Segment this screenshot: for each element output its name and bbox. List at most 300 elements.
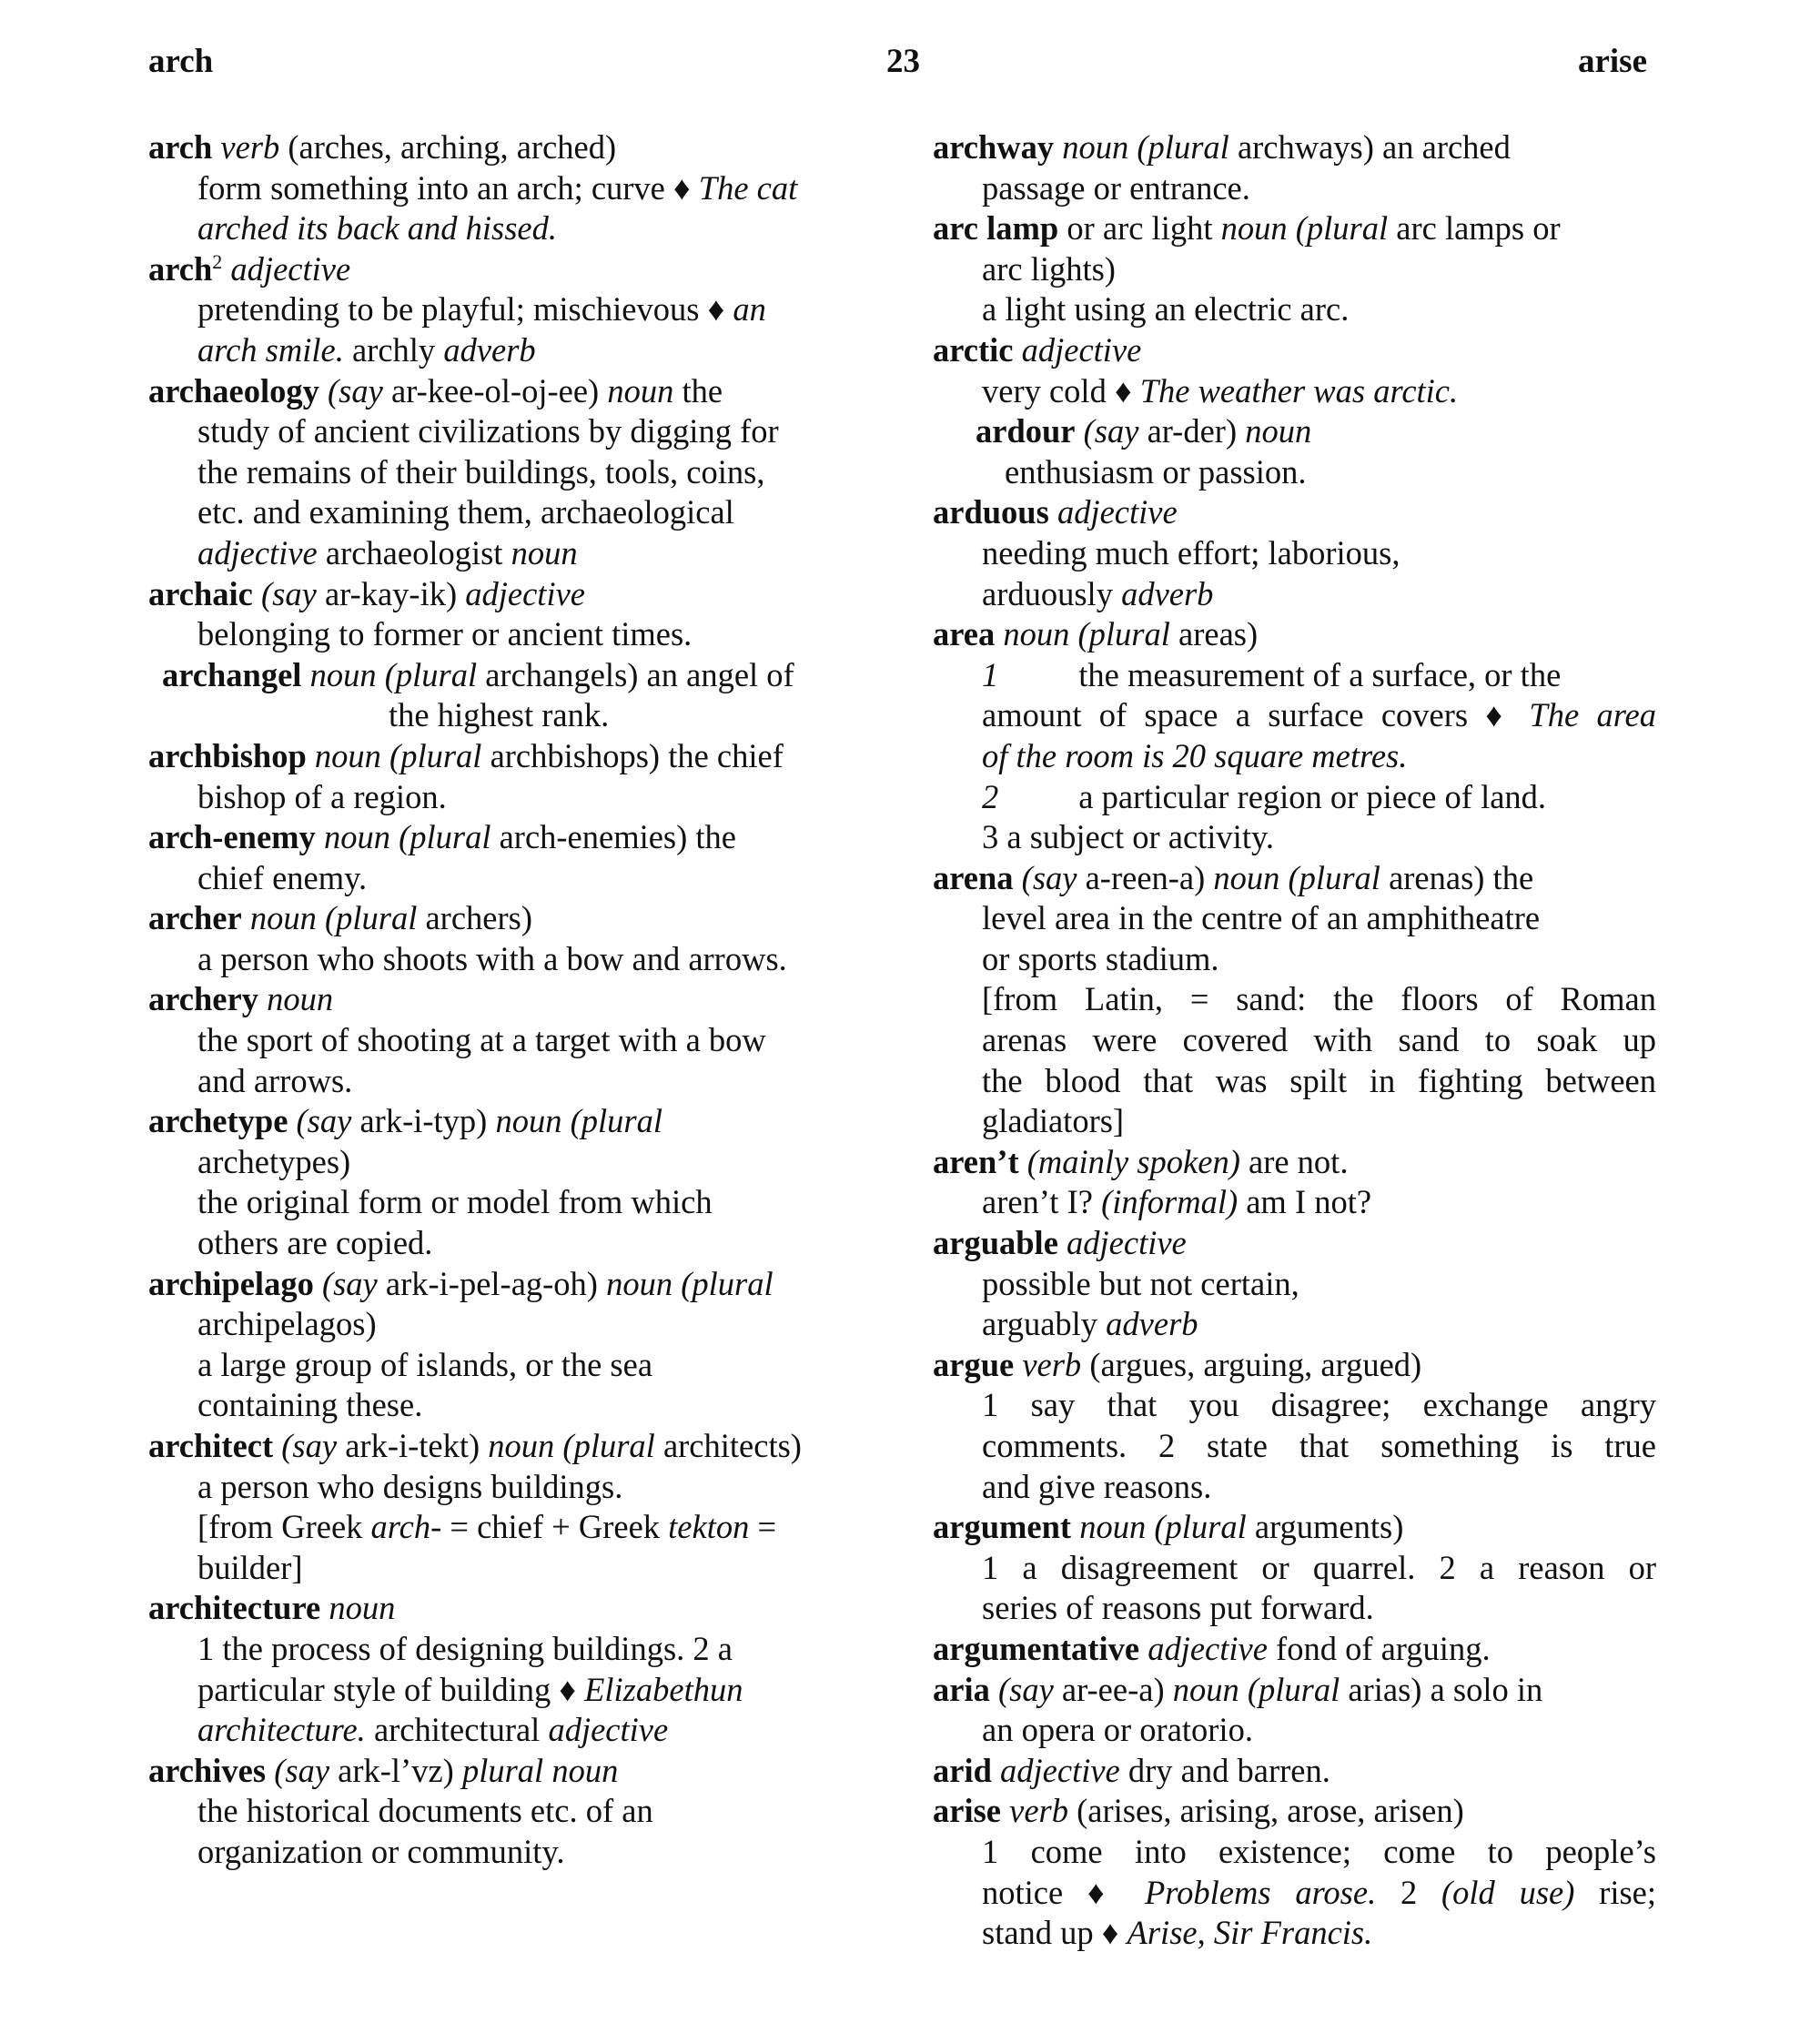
italic-text: (say bbox=[1021, 858, 1077, 896]
dictionary-line bbox=[933, 371, 1656, 412]
dictionary-line bbox=[933, 1142, 1656, 1183]
dictionary-line bbox=[933, 1426, 1656, 1467]
definition-text: organization or community. bbox=[197, 1832, 565, 1870]
italic-text: adjective bbox=[197, 533, 318, 571]
definition-text: the highest rank. bbox=[389, 696, 610, 734]
italic-text: architecture. bbox=[197, 1711, 366, 1749]
dictionary-line bbox=[933, 1873, 1656, 1914]
italic-text: noun (plural bbox=[1079, 1508, 1247, 1546]
italic-text: (say bbox=[296, 1102, 352, 1140]
definition-text bbox=[301, 656, 309, 693]
definition-text: archways) an arched bbox=[1228, 128, 1511, 166]
definition-text bbox=[1049, 493, 1057, 531]
definition-text: a light using an electric arc. bbox=[982, 290, 1350, 329]
italic-text: plural noun bbox=[461, 1751, 619, 1789]
dictionary-line bbox=[933, 411, 1656, 452]
definition-text: the historical documents etc. of an bbox=[197, 1792, 653, 1830]
definition-text: the blood that was spilt in fighting between bbox=[982, 1061, 1656, 1099]
dictionary-line bbox=[933, 1588, 1656, 1629]
dictionary-line bbox=[148, 168, 895, 209]
definition-text: possible but not certain, bbox=[982, 1264, 1299, 1302]
dictionary-line bbox=[933, 1304, 1656, 1345]
definition-text: aren’t I? bbox=[982, 1183, 1102, 1221]
headword: argumentative bbox=[933, 1629, 1140, 1667]
dictionary-line bbox=[148, 1710, 895, 1751]
dictionary-line bbox=[148, 411, 895, 452]
page-number: 23 bbox=[886, 43, 920, 80]
dictionary-line bbox=[148, 1588, 895, 1629]
dictionary-line bbox=[148, 574, 895, 615]
definition-text: arias) a solo in bbox=[1340, 1670, 1543, 1708]
dictionary-line bbox=[933, 1467, 1656, 1508]
dictionary-line bbox=[148, 208, 895, 249]
definition-text: notice ♦ bbox=[982, 1873, 1145, 1911]
definition-text: ark-i-tekt) bbox=[337, 1427, 489, 1464]
headword: architect bbox=[148, 1427, 274, 1464]
dictionary-line bbox=[148, 655, 895, 696]
headword: arch bbox=[148, 249, 213, 288]
italic-text: an bbox=[733, 290, 766, 329]
definition-text: or sports stadium. bbox=[982, 939, 1219, 977]
definition-text bbox=[1076, 412, 1084, 450]
definition-text: chief enemy. bbox=[197, 858, 368, 896]
italic-text: 1 bbox=[982, 655, 999, 693]
definition-text: stand up ♦ bbox=[982, 1914, 1127, 1952]
italic-text: The weather was arctic. bbox=[1139, 371, 1459, 410]
definition-text: series of reasons put forward. bbox=[982, 1589, 1374, 1627]
italic-text: adjective bbox=[1000, 1751, 1120, 1789]
definition-text: 3 a subject or activity. bbox=[982, 818, 1274, 856]
headword: archipelago bbox=[148, 1264, 314, 1302]
definition-text: a-reen-a) bbox=[1077, 858, 1214, 896]
definition-text: archly bbox=[343, 330, 444, 369]
italic-text: noun (plural bbox=[1172, 1670, 1340, 1708]
italic-text: noun (plural bbox=[488, 1427, 655, 1464]
dictionary-line bbox=[933, 574, 1656, 615]
definition-text: archbishops) the chief bbox=[481, 736, 784, 774]
definition-text: needing much effort; laborious, bbox=[982, 533, 1400, 571]
definition-text: 1 a disagreement or quarrel. 2 a reason or bbox=[982, 1548, 1656, 1586]
headword: archaic bbox=[148, 574, 253, 612]
definition-text: the sport of shooting at a target with a bow bbox=[197, 1021, 766, 1059]
definition-text bbox=[1071, 1508, 1079, 1545]
italic-text: (old use) bbox=[1441, 1873, 1575, 1911]
definition-text: 1 say that you disagree; exchange angry bbox=[982, 1386, 1656, 1424]
headword: arc lamp bbox=[933, 209, 1059, 248]
italic-text: adjective bbox=[1148, 1629, 1268, 1667]
dictionary-line bbox=[933, 777, 1656, 818]
headword: archetype bbox=[148, 1102, 288, 1140]
italic-text: adjective bbox=[230, 249, 351, 288]
dictionary-line bbox=[933, 736, 1656, 777]
italic-text: adjective bbox=[1021, 330, 1142, 369]
definition-text: archangels) an angel of bbox=[477, 655, 794, 693]
dictionary-line bbox=[148, 858, 895, 899]
dictionary-line bbox=[148, 1061, 895, 1102]
italic-text: Problems arose. bbox=[1145, 1873, 1377, 1911]
italic-text: arched its back and hissed. bbox=[197, 209, 558, 248]
italic-text: noun (plural bbox=[249, 899, 418, 937]
italic-text: noun (plural bbox=[495, 1102, 662, 1140]
dictionary-line bbox=[148, 1832, 895, 1873]
dictionary-line bbox=[933, 1507, 1656, 1548]
headword: arid bbox=[933, 1751, 992, 1789]
definition-text: pretending to be playful; mischievous ♦ bbox=[197, 290, 733, 329]
right-column bbox=[933, 127, 1656, 1954]
dictionary-line bbox=[148, 1426, 895, 1467]
dictionary-line bbox=[933, 168, 1656, 209]
definition-text bbox=[314, 1265, 322, 1302]
dictionary-line bbox=[148, 1548, 895, 1589]
dictionary-line bbox=[148, 614, 895, 655]
italic-text: (say bbox=[281, 1427, 338, 1464]
italic-text: noun bbox=[607, 371, 674, 410]
dictionary-line bbox=[148, 371, 895, 412]
headword: archbishop bbox=[148, 736, 307, 774]
dictionary-line bbox=[148, 1020, 895, 1061]
italic-text: adverb bbox=[443, 330, 536, 369]
headword: aria bbox=[933, 1670, 990, 1708]
dictionary-line bbox=[933, 127, 1656, 168]
italic-text: The area bbox=[1529, 696, 1656, 734]
dictionary-line bbox=[148, 492, 895, 533]
dictionary-line bbox=[933, 898, 1656, 939]
definition-text: [from Greek bbox=[197, 1508, 371, 1546]
definition-text: form something into an arch; curve ♦ bbox=[197, 168, 699, 207]
dictionary-line bbox=[933, 1264, 1656, 1305]
definition-text: or arc light bbox=[1058, 209, 1221, 248]
dictionary-line bbox=[933, 492, 1656, 533]
definition-text: and give reasons. bbox=[982, 1467, 1212, 1505]
definition-text: arduously bbox=[982, 574, 1122, 612]
definition-text: arguably bbox=[982, 1305, 1107, 1343]
definition-text bbox=[992, 1752, 1000, 1789]
dictionary-line bbox=[933, 858, 1656, 899]
dictionary-line bbox=[933, 979, 1656, 1020]
dictionary-line bbox=[148, 1101, 895, 1142]
definition-text: comments. 2 state that something is true bbox=[982, 1427, 1656, 1464]
definition-text bbox=[1058, 1224, 1067, 1261]
definition-text: areas) bbox=[1169, 615, 1259, 653]
definition-text: study of ancient civilizations by digging for bbox=[197, 412, 779, 450]
headword: arena bbox=[933, 858, 1014, 896]
italic-text: noun (plural bbox=[1213, 858, 1380, 896]
definition-text: the original form or model from which bbox=[197, 1183, 713, 1221]
definition-text: 2 bbox=[1376, 1873, 1441, 1911]
italic-text: adverb bbox=[1121, 574, 1214, 612]
definition-text: a person who shoots with a bow and arrows. bbox=[197, 939, 787, 977]
italic-text: (say bbox=[328, 371, 383, 410]
italic-text: 2 bbox=[982, 777, 999, 815]
headword: aren’t bbox=[933, 1142, 1019, 1180]
italic-text: noun (plural bbox=[323, 818, 491, 856]
dictionary-line bbox=[148, 898, 895, 939]
dictionary-line bbox=[148, 736, 895, 777]
dictionary-line bbox=[933, 1101, 1656, 1142]
definition-text bbox=[1019, 1143, 1027, 1180]
definition-text bbox=[273, 1427, 281, 1464]
italic-text: arch smile. bbox=[197, 330, 344, 369]
dictionary-line bbox=[933, 655, 1656, 696]
definition-text: ar-kee-ol-oj-ee) bbox=[382, 371, 608, 410]
definition-text bbox=[253, 575, 261, 612]
definition-text: archaeologist bbox=[317, 533, 511, 571]
definition-text: gladiators] bbox=[982, 1102, 1125, 1140]
italic-text: noun (plural bbox=[1220, 209, 1389, 248]
italic-text: (say bbox=[1083, 412, 1139, 450]
definition-text: ar-ee-a) bbox=[1053, 1670, 1173, 1708]
definition-text: amount of space a surface covers ♦ bbox=[982, 696, 1530, 734]
headword: arduous bbox=[933, 493, 1049, 531]
italic-text: noun (plural bbox=[1062, 128, 1229, 166]
definition-text: am I not? bbox=[1238, 1183, 1372, 1221]
definition-text bbox=[990, 1671, 998, 1708]
dictionary-line bbox=[933, 289, 1656, 330]
dictionary-line bbox=[148, 1345, 895, 1386]
definition-text: rise; bbox=[1574, 1873, 1657, 1911]
definition-text: a person who designs buildings. bbox=[197, 1467, 623, 1505]
dictionary-line bbox=[933, 614, 1656, 655]
headword: arch bbox=[148, 128, 213, 166]
definition-text bbox=[316, 818, 324, 855]
italic-text: verb bbox=[1022, 1345, 1082, 1383]
definition-text: ar-der) bbox=[1138, 412, 1246, 450]
italic-text: verb bbox=[220, 128, 280, 166]
dictionary-line bbox=[148, 939, 895, 980]
headword: architecture bbox=[148, 1589, 321, 1627]
definition-text: are not. bbox=[1239, 1142, 1349, 1180]
definition-text bbox=[1014, 859, 1022, 896]
headword: arguable bbox=[933, 1224, 1058, 1262]
italic-text: tekton bbox=[668, 1508, 750, 1546]
dictionary-line bbox=[148, 289, 895, 330]
italic-text: adjective bbox=[1067, 1224, 1187, 1262]
italic-text: The cat bbox=[698, 168, 798, 207]
definition-text: builder] bbox=[197, 1548, 303, 1586]
dictionary-line bbox=[148, 1223, 895, 1264]
dictionary-line bbox=[933, 533, 1656, 574]
headword: area bbox=[933, 615, 996, 653]
dictionary-line bbox=[148, 249, 895, 290]
headword: archery bbox=[148, 980, 258, 1018]
dictionary-line bbox=[148, 533, 895, 574]
italic-text: noun (plural bbox=[314, 736, 482, 774]
definition-text: passage or entrance. bbox=[982, 168, 1250, 207]
dictionary-line bbox=[933, 1670, 1656, 1711]
definition-text: = bbox=[749, 1508, 777, 1546]
italic-text: Arise, Sir Francis. bbox=[1127, 1914, 1373, 1952]
homograph-number: 2 bbox=[212, 249, 223, 273]
headword: argument bbox=[933, 1508, 1072, 1546]
definition-text bbox=[307, 737, 315, 774]
dictionary-line bbox=[148, 1182, 895, 1223]
definition-text: = chief + Greek bbox=[441, 1508, 669, 1546]
italic-text: noun (plural bbox=[606, 1264, 774, 1302]
definition-text: fond of arguing. bbox=[1267, 1629, 1491, 1667]
headword: archives bbox=[148, 1751, 267, 1789]
dictionary-line bbox=[933, 1020, 1656, 1061]
definition-text: a particular region or piece of land. bbox=[1078, 777, 1547, 815]
dictionary-line bbox=[933, 249, 1656, 290]
headword: arise bbox=[933, 1792, 1001, 1830]
definition-text bbox=[258, 980, 267, 1017]
definition-text: (arises, arising, arose, arisen) bbox=[1067, 1792, 1464, 1830]
italic-text: of the room is 20 square metres. bbox=[982, 736, 1408, 774]
definition-text: [from Latin, = sand: the floors of Roman bbox=[982, 980, 1656, 1018]
definition-text: (arches, arching, arched) bbox=[279, 128, 617, 166]
dictionary-line bbox=[148, 1751, 895, 1792]
definition-text: belonging to former or ancient times. bbox=[197, 615, 693, 653]
left-column bbox=[148, 127, 895, 1873]
italic-text: adverb bbox=[1106, 1305, 1198, 1343]
definition-text: archers) bbox=[417, 899, 533, 937]
definition-text: architectural bbox=[365, 1711, 549, 1749]
definition-text bbox=[1014, 1346, 1022, 1383]
dictionary-line bbox=[933, 1913, 1656, 1954]
dictionary-line bbox=[933, 939, 1656, 980]
headword: ardour bbox=[976, 412, 1076, 450]
definition-text: a large group of islands, or the sea bbox=[197, 1345, 653, 1383]
dictionary-line bbox=[933, 1629, 1656, 1670]
italic-text: (informal) bbox=[1101, 1183, 1239, 1221]
definition-text: arch-enemies) the bbox=[490, 818, 737, 856]
dictionary-line bbox=[933, 330, 1656, 371]
definition-text bbox=[319, 372, 328, 410]
dictionary-line bbox=[148, 1507, 895, 1548]
italic-text: noun (plural bbox=[309, 655, 478, 693]
headword: archer bbox=[148, 899, 242, 937]
definition-text: containing these. bbox=[197, 1386, 423, 1424]
dictionary-line bbox=[148, 1467, 895, 1508]
definition-text: the bbox=[673, 371, 723, 410]
definition-text bbox=[1139, 1630, 1148, 1667]
definition-text bbox=[320, 1589, 329, 1626]
dictionary-line bbox=[148, 817, 895, 858]
definition-text bbox=[288, 1102, 296, 1139]
definition-text: the measurement of a surface, or the bbox=[1078, 655, 1562, 693]
definition-text: arguments) bbox=[1246, 1508, 1404, 1546]
dictionary-line bbox=[148, 979, 895, 1020]
dictionary-line bbox=[148, 1629, 895, 1670]
dictionary-line bbox=[933, 1548, 1656, 1589]
headword: archangel bbox=[162, 655, 302, 693]
definition-text: arc lamps or bbox=[1388, 209, 1561, 248]
dictionary-line bbox=[148, 1791, 895, 1832]
definition-text bbox=[266, 1752, 274, 1789]
italic-text: (say bbox=[274, 1751, 330, 1789]
italic-text: noun bbox=[329, 1589, 396, 1627]
italic-text: noun bbox=[511, 533, 578, 571]
dictionary-line bbox=[148, 452, 895, 493]
italic-text: (say bbox=[321, 1264, 378, 1302]
dictionary-line bbox=[933, 452, 1656, 493]
headword: arch-enemy bbox=[148, 818, 316, 856]
dictionary-line bbox=[933, 1345, 1656, 1386]
dictionary-line bbox=[933, 208, 1656, 249]
definition-text: level area in the centre of an amphitheatre bbox=[982, 899, 1541, 937]
dictionary-line bbox=[933, 1385, 1656, 1426]
headword: archaeology bbox=[148, 371, 319, 410]
definition-text: (argues, arguing, argued) bbox=[1081, 1345, 1422, 1383]
headword: arctic bbox=[933, 330, 1014, 369]
definition-text: the remains of their buildings, tools, coins, bbox=[197, 452, 765, 491]
definition-text: enthusiasm or passion. bbox=[1005, 452, 1307, 491]
definition-text: others are copied. bbox=[197, 1224, 433, 1262]
definition-text: ark-l’vz) bbox=[329, 1751, 462, 1789]
dictionary-line bbox=[933, 1182, 1656, 1223]
italic-text: (mainly spoken) bbox=[1026, 1142, 1240, 1180]
definition-text: and arrows. bbox=[197, 1061, 353, 1099]
dictionary-line bbox=[933, 1751, 1656, 1792]
definition-text bbox=[1054, 128, 1062, 166]
italic-text: arch- bbox=[370, 1508, 442, 1546]
definition-text: arenas) the bbox=[1380, 858, 1534, 896]
dictionary-line bbox=[148, 1304, 895, 1345]
definition-text: archetypes) bbox=[197, 1142, 351, 1180]
definition-text: 1 come into existence; come to people’s bbox=[982, 1832, 1656, 1870]
dictionary-line bbox=[148, 127, 895, 168]
dictionary-line bbox=[933, 1791, 1656, 1832]
dictionary-line bbox=[148, 1670, 895, 1711]
definition-text: ark-i-pel-ag-oh) bbox=[377, 1264, 607, 1302]
definition-text: ark-i-typ) bbox=[351, 1102, 496, 1140]
definition-text: very cold ♦ bbox=[982, 371, 1140, 410]
definition-text: arc lights) bbox=[982, 249, 1116, 288]
italic-text: adjective bbox=[1057, 493, 1178, 531]
definition-text bbox=[1001, 1792, 1009, 1829]
italic-text: adjective bbox=[465, 574, 585, 612]
definition-text bbox=[1014, 331, 1022, 369]
dictionary-line bbox=[933, 1832, 1656, 1873]
headword: archway bbox=[933, 128, 1055, 166]
dictionary-line bbox=[148, 695, 895, 736]
definition-text bbox=[242, 899, 250, 936]
running-head-right: arise bbox=[1577, 43, 1647, 80]
italic-text: Elizabethun bbox=[584, 1670, 743, 1708]
definition-text: particular style of building ♦ bbox=[197, 1670, 585, 1708]
definition-text: etc. and examining them, archaeological bbox=[197, 493, 734, 531]
dictionary-line bbox=[148, 1385, 895, 1426]
running-head-left: arch bbox=[148, 43, 214, 80]
dictionary-line bbox=[148, 330, 895, 371]
italic-text: adjective bbox=[548, 1711, 669, 1749]
dictionary-line bbox=[933, 695, 1656, 736]
dictionary-line bbox=[148, 1264, 895, 1305]
headword: argue bbox=[933, 1345, 1015, 1383]
italic-text: verb bbox=[1009, 1792, 1068, 1830]
definition-text: ar-kay-ik) bbox=[316, 574, 466, 612]
dictionary-line bbox=[148, 1142, 895, 1183]
definition-text: 1 the process of designing buildings. 2 a bbox=[197, 1629, 733, 1667]
definition-text bbox=[995, 615, 1003, 652]
definition-text: dry and barren. bbox=[1119, 1751, 1330, 1789]
italic-text: noun bbox=[267, 980, 334, 1018]
italic-text: noun bbox=[1245, 412, 1312, 450]
dictionary-line bbox=[148, 777, 895, 818]
dictionary-line bbox=[933, 1710, 1656, 1751]
dictionary-line bbox=[933, 1223, 1656, 1264]
definition-text: bishop of a region. bbox=[197, 777, 447, 815]
italic-text: noun (plural bbox=[1003, 615, 1170, 653]
italic-text: (say bbox=[261, 574, 317, 612]
dictionary-line bbox=[933, 1061, 1656, 1102]
definition-text: architects) bbox=[654, 1427, 802, 1464]
definition-text: an opera or oratorio. bbox=[982, 1711, 1253, 1749]
dictionary-line bbox=[933, 817, 1656, 858]
italic-text: (say bbox=[997, 1670, 1054, 1708]
definition-text: archipelagos) bbox=[197, 1305, 377, 1343]
definition-text: arenas were covered with sand to soak up bbox=[982, 1021, 1656, 1059]
